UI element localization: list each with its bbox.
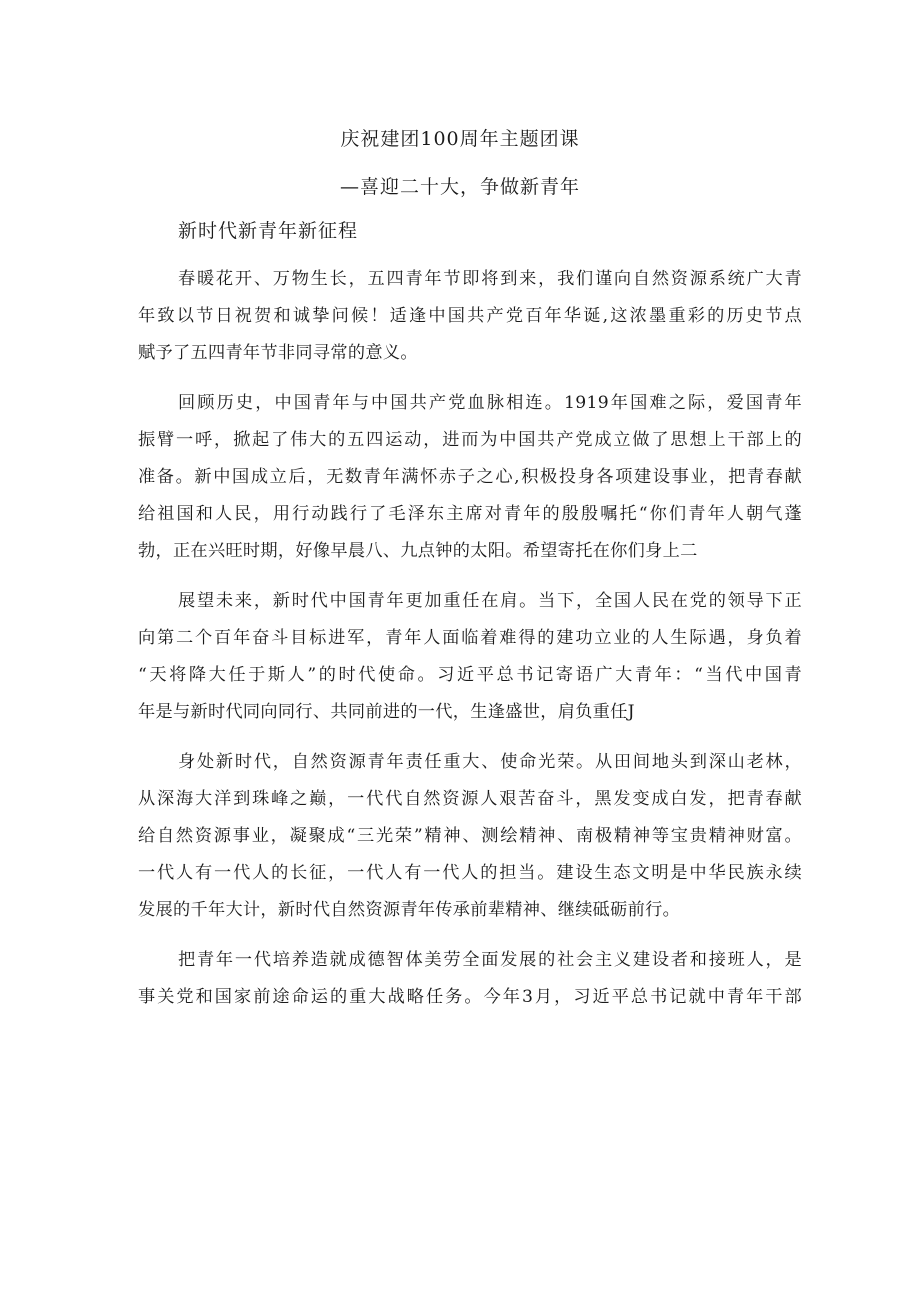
paragraph-line: 身处新时代，自然资源青年责任重大、使命光荣。从田间地头到深山老林， (178, 752, 802, 772)
paragraph-line: 发展的千年大计，新时代自然资源青年传承前辈精神、继续砥砺前行。 (138, 900, 681, 920)
paragraph-line: 年致以节日祝贺和诚挚问候！适逢中国共产党百年华诞,这浓墨重彩的历史节点 (138, 306, 802, 326)
paragraph (138, 942, 802, 1016)
paragraph (138, 744, 802, 929)
paragraph (138, 583, 802, 731)
paragraph-line: 春暖花开、万物生长，五四青年节即将到来，我们谨向自然资源系统广大青 (178, 269, 802, 289)
paragraph-line: 从深海大洋到珠峰之巅，一代代自然资源人艰苦奋斗，黑发变成白发，把青春献 (138, 789, 802, 809)
paragraph-line: “天将降大任于斯人”的时代使命。习近平总书记寄语广大青年：“当代中国青 (138, 665, 802, 685)
paragraph-line: 给自然资源事业，凝聚成“三光荣”精神、测绘精神、南极精神等宝贵精神财富。 (138, 826, 802, 846)
paragraph-line: 振臂一呼，掀起了伟大的五四运动，进而为中国共产党成立做了思想上干部上的 (138, 430, 802, 450)
paragraph-line: 勃，正在兴旺时期，好像早晨八、九点钟的太阳。希望寄托在你们身上二 (138, 541, 698, 561)
paragraph-line: 展望未来，新时代中国青年更加重任在肩。当下，全国人民在党的领导下正 (178, 591, 802, 611)
paragraph-line: 把青年一代培养造就成德智体美劳全面发展的社会主义建设者和接班人，是 (178, 950, 802, 970)
paragraph-line: 回顾历史，中国青年与中国共产党血脉相连。1919年国难之际，爱国青年 (178, 393, 802, 413)
paragraph (138, 385, 802, 570)
document-body (138, 261, 802, 1029)
paragraph-line: 准备。新中国成立后，无数青年满怀赤子之心,积极投身各项建设事业，把青春献 (138, 467, 802, 487)
paragraph-line: 向第二个百年奋斗目标进军，青年人面临着难得的建功立业的人生际遇，身负着 (138, 628, 802, 648)
paragraph-line: 事关党和国家前途命运的重大战略任务。今年3月，习近平总书记就中青年干部 (138, 987, 802, 1007)
document-title: 庆祝建团100周年主题团课 (340, 128, 580, 150)
paragraph-line: 给祖国和人民，用行动践行了毛泽东主席对青年的殷殷嘱托“你们青年人朝气蓬 (138, 504, 802, 524)
paragraph-line: 年是与新时代同向同行、共同前进的一代，生逢盛世，肩负重任J (138, 702, 635, 722)
paragraph-line: 赋予了五四青年节非同寻常的意义。 (138, 343, 418, 363)
section-heading: 新时代新青年新征程 (178, 220, 359, 242)
paragraph-line: 一代人有一代人的长征，一代人有一代人的担当。建设生态文明是中华民族永续 (138, 863, 802, 883)
document-subtitle: —喜迎二十大，争做新青年 (339, 176, 580, 198)
paragraph (138, 261, 802, 372)
